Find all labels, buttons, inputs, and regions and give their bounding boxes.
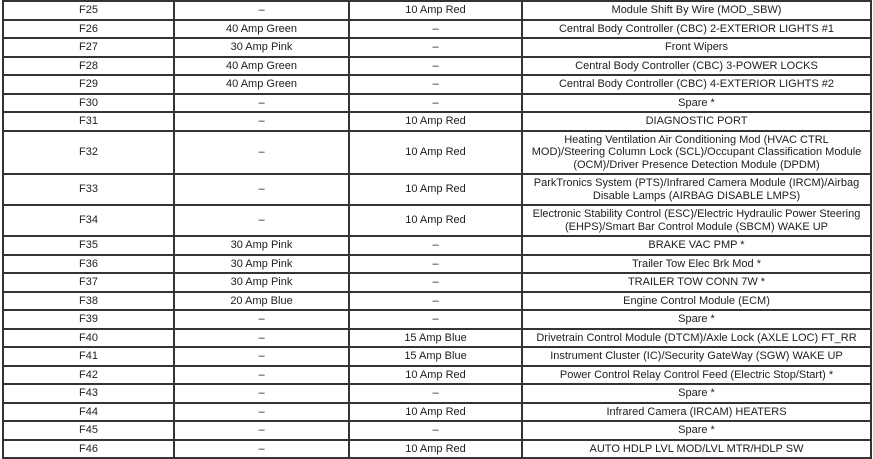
cartridge-fuse-cell: – [174, 205, 349, 236]
micro-fuse-cell: – [349, 94, 522, 113]
micro-fuse-cell: 15 Amp Blue [349, 329, 522, 348]
table-row [3, 292, 871, 311]
table-row [3, 131, 871, 175]
table-row [3, 112, 871, 131]
description-cell: Spare * [522, 94, 871, 113]
table-row [3, 329, 871, 348]
cartridge-fuse-cell: – [174, 366, 349, 385]
micro-fuse-cell: – [349, 292, 522, 311]
table-row [3, 174, 871, 205]
description-cell: Infrared Camera (IRCAM) HEATERS [522, 403, 871, 422]
table-row [3, 205, 871, 236]
cartridge-fuse-cell: – [174, 310, 349, 329]
cartridge-fuse-cell: – [174, 112, 349, 131]
micro-fuse-cell: – [349, 20, 522, 39]
description-cell: Module Shift By Wire (MOD_SBW) [522, 1, 871, 20]
micro-fuse-cell: 15 Amp Blue [349, 347, 522, 366]
fuse-id-cell: F36 [3, 255, 174, 274]
table-row [3, 403, 871, 422]
fuse-id-cell: F45 [3, 421, 174, 440]
description-cell: ParkTronics System (PTS)/Infrared Camera Module (IRCM)/Airbag Disable Lamps (AIRBAG DISABLE LMPS) [522, 174, 871, 205]
fuse-id-cell: F28 [3, 57, 174, 76]
table-row [3, 440, 871, 459]
cartridge-fuse-cell: 40 Amp Green [174, 20, 349, 39]
cartridge-fuse-cell: 30 Amp Pink [174, 236, 349, 255]
micro-fuse-cell: 10 Amp Red [349, 131, 522, 175]
micro-fuse-cell: – [349, 421, 522, 440]
micro-fuse-cell: 10 Amp Red [349, 1, 522, 20]
description-cell: Trailer Tow Elec Brk Mod * [522, 255, 871, 274]
fuse-id-cell: F43 [3, 384, 174, 403]
description-cell: Instrument Cluster (IC)/Security GateWay (SGW) WAKE UP [522, 347, 871, 366]
micro-fuse-cell: – [349, 310, 522, 329]
micro-fuse-cell: 10 Amp Red [349, 112, 522, 131]
cartridge-fuse-cell: – [174, 131, 349, 175]
description-cell: Drivetrain Control Module (DTCM)/Axle Lock (AXLE LOC) FT_RR [522, 329, 871, 348]
micro-fuse-cell: 10 Amp Red [349, 174, 522, 205]
fuse-id-cell: F29 [3, 75, 174, 94]
cartridge-fuse-cell: 30 Amp Pink [174, 273, 349, 292]
table-row [3, 347, 871, 366]
fuse-id-cell: F37 [3, 273, 174, 292]
description-cell: Central Body Controller (CBC) 4-EXTERIOR LIGHTS #2 [522, 75, 871, 94]
description-cell: Engine Control Module (ECM) [522, 292, 871, 311]
description-cell: TRAILER TOW CONN 7W * [522, 273, 871, 292]
description-cell: Spare * [522, 310, 871, 329]
cartridge-fuse-cell: – [174, 1, 349, 20]
cartridge-fuse-cell: – [174, 421, 349, 440]
description-cell: DIAGNOSTIC PORT [522, 112, 871, 131]
table-row [3, 384, 871, 403]
cartridge-fuse-cell: – [174, 403, 349, 422]
micro-fuse-cell: – [349, 273, 522, 292]
description-cell: BRAKE VAC PMP * [522, 236, 871, 255]
table-row [3, 38, 871, 57]
fuse-id-cell: F42 [3, 366, 174, 385]
description-cell: Front Wipers [522, 38, 871, 57]
fuse-id-cell: F32 [3, 131, 174, 175]
table-row [3, 255, 871, 274]
micro-fuse-cell: – [349, 57, 522, 76]
fuse-id-cell: F33 [3, 174, 174, 205]
fuse-id-cell: F40 [3, 329, 174, 348]
micro-fuse-cell: – [349, 255, 522, 274]
fuse-id-cell: F46 [3, 440, 174, 459]
fuse-id-cell: F38 [3, 292, 174, 311]
description-cell: Heating Ventilation Air Conditioning Mod (HVAC CTRL MOD)/Steering Column Lock (SCL)/Occupant Classification Module (OCM)/Driver Presence Detection Module (DPDM) [522, 131, 871, 175]
fuse-id-cell: F41 [3, 347, 174, 366]
table-row [3, 20, 871, 39]
micro-fuse-cell: – [349, 236, 522, 255]
cartridge-fuse-cell: 30 Amp Pink [174, 255, 349, 274]
table-row [3, 273, 871, 292]
micro-fuse-cell: 10 Amp Red [349, 403, 522, 422]
micro-fuse-cell: 10 Amp Red [349, 440, 522, 459]
cartridge-fuse-cell: – [174, 384, 349, 403]
cartridge-fuse-cell: – [174, 440, 349, 459]
cartridge-fuse-cell: – [174, 94, 349, 113]
table-row [3, 1, 871, 20]
cartridge-fuse-cell: – [174, 174, 349, 205]
fuse-id-cell: F39 [3, 310, 174, 329]
fuse-table-body [3, 1, 871, 458]
micro-fuse-cell: – [349, 384, 522, 403]
cartridge-fuse-cell: 20 Amp Blue [174, 292, 349, 311]
micro-fuse-cell: 10 Amp Red [349, 205, 522, 236]
cartridge-fuse-cell: 40 Amp Green [174, 57, 349, 76]
cartridge-fuse-cell: 40 Amp Green [174, 75, 349, 94]
fuse-id-cell: F44 [3, 403, 174, 422]
micro-fuse-cell: 10 Amp Red [349, 366, 522, 385]
fuse-id-cell: F34 [3, 205, 174, 236]
table-row [3, 75, 871, 94]
description-cell: Spare * [522, 384, 871, 403]
fuse-id-cell: F25 [3, 1, 174, 20]
fuse-id-cell: F31 [3, 112, 174, 131]
cartridge-fuse-cell: 30 Amp Pink [174, 38, 349, 57]
table-row [3, 366, 871, 385]
description-cell: AUTO HDLP LVL MOD/LVL MTR/HDLP SW [522, 440, 871, 459]
description-cell: Spare * [522, 421, 871, 440]
description-cell: Central Body Controller (CBC) 3-POWER LOCKS [522, 57, 871, 76]
table-row [3, 94, 871, 113]
table-row [3, 236, 871, 255]
description-cell: Power Control Relay Control Feed (Electric Stop/Start) * [522, 366, 871, 385]
micro-fuse-cell: – [349, 75, 522, 94]
fuse-id-cell: F35 [3, 236, 174, 255]
table-row [3, 310, 871, 329]
table-row [3, 421, 871, 440]
fuse-id-cell: F30 [3, 94, 174, 113]
cartridge-fuse-cell: – [174, 347, 349, 366]
micro-fuse-cell: – [349, 38, 522, 57]
description-cell: Central Body Controller (CBC) 2-EXTERIOR LIGHTS #1 [522, 20, 871, 39]
table-row [3, 57, 871, 76]
fuse-id-cell: F26 [3, 20, 174, 39]
fuse-id-cell: F27 [3, 38, 174, 57]
cartridge-fuse-cell: – [174, 329, 349, 348]
fuse-table [2, 0, 872, 459]
description-cell: Electronic Stability Control (ESC)/Electric Hydraulic Power Steering (EHPS)/Smart Bar Control Module (SBCM) WAKE UP [522, 205, 871, 236]
